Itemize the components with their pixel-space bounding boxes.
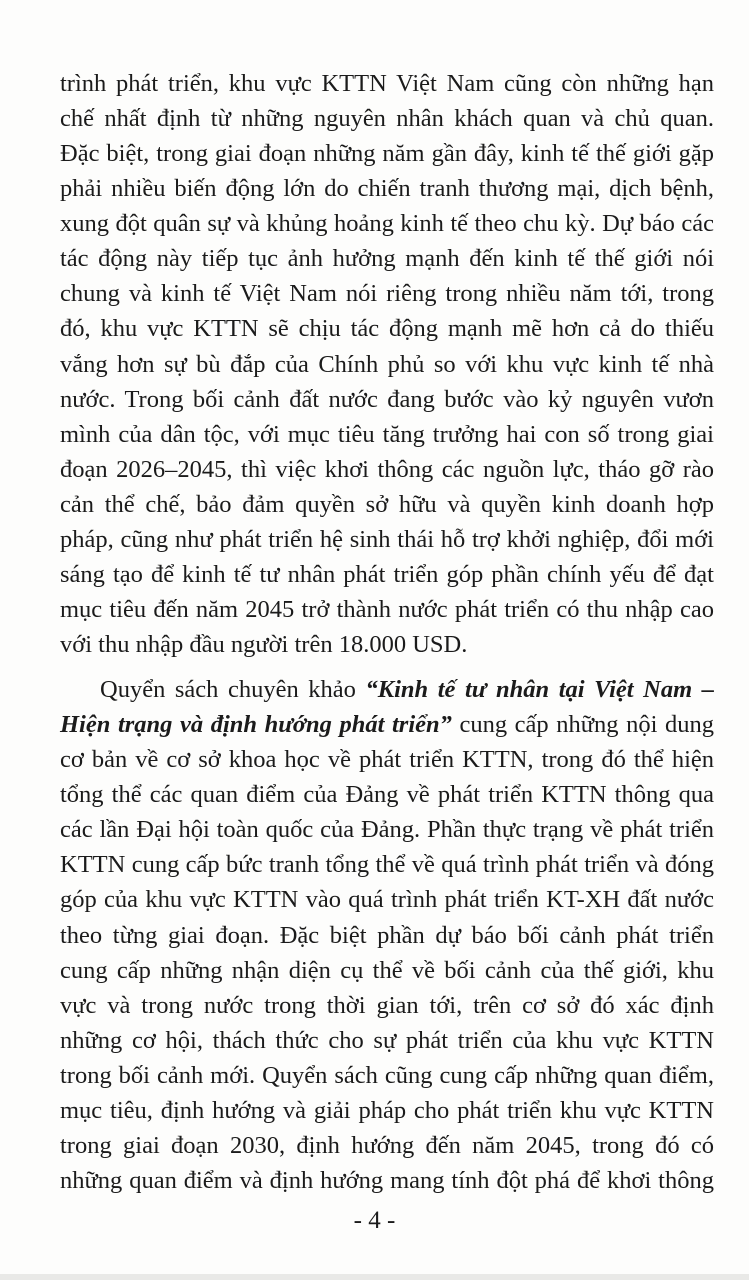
paragraph-2-line: các lần Đại hội toàn quốc của Đảng. Phần thực trạng về phát triển — [60, 816, 714, 844]
paragraph-2-line: tổng thể các quan điểm của Đảng về phát triển KTTN thông qua — [60, 781, 714, 809]
paragraph-1-line: phải nhiều biến động lớn do chiến tranh thương mại, dịch bệnh, — [60, 175, 714, 203]
paragraph-1-line: chế nhất định từ những nguyên nhân khách quan và chủ quan. — [60, 105, 714, 133]
paragraph-1-line: Đặc biệt, trong giai đoạn những năm gần đây, kinh tế thế giới gặp — [60, 140, 714, 168]
paragraph-1-line: sáng tạo để kinh tế tư nhân phát triển góp phần chính yếu để đạt — [60, 560, 714, 588]
paragraph-1-line: vắng hơn sự bù đắp của Chính phủ so với khu vực kinh tế nhà — [60, 350, 714, 378]
paragraph-2-line: cung cấp những nhận diện cụ thể về bối cảnh của thế giới, khu — [60, 956, 714, 984]
paragraph-1-line: tác động này tiếp tục ảnh hưởng mạnh đến kinh tế thế giới nói — [60, 245, 714, 273]
paragraph-1-line: với thu nhập đầu người trên 18.000 USD. — [60, 631, 468, 658]
paragraph-1-line: cản thể chế, bảo đảm quyền sở hữu và quyền kinh doanh hợp — [60, 490, 714, 518]
paragraph-1-line: đó, khu vực KTTN sẽ chịu tác động mạnh mẽ hơn cả do thiếu — [60, 315, 714, 343]
paragraph-2-line: theo từng giai đoạn. Đặc biệt phần dự báo bối cảnh phát triển — [60, 921, 714, 949]
page-bottom-edge — [0, 1274, 749, 1280]
book-title-part-1: “Kinh tế tư nhân tại Việt Nam – — [365, 676, 714, 704]
book-title-part-2: Hiện trạng và định hướng phát triển” — [60, 711, 452, 739]
paragraph-2-suffix: cung cấp những nội dung — [451, 711, 714, 739]
paragraph-2-line: những quan điểm và định hướng mang tính đột phá để khơi thông — [60, 1166, 714, 1194]
paragraph-1-line: nước. Trong bối cảnh đất nước đang bước vào kỷ nguyên vươn — [60, 385, 714, 413]
paragraph-2-second-line — [60, 707, 714, 742]
paragraph-2-first-line — [100, 672, 714, 707]
paragraph-2-line: mục tiêu, định hướng và giải pháp cho phát triển khu vực KTTN — [60, 1096, 714, 1124]
paragraph-1-line: mục tiêu đến năm 2045 trở thành nước phát triển có thu nhập cao — [60, 595, 714, 623]
paragraph-1-line: mình của dân tộc, với mục tiêu tăng trưởng hai con số trong giai — [60, 420, 714, 448]
paragraph-2-line: cơ bản về cơ sở khoa học về phát triển KTTN, trong đó thể hiện — [60, 746, 714, 774]
paragraph-1-line: chung và kinh tế Việt Nam nói riêng trong nhiều năm tới, trong — [60, 280, 714, 308]
paragraph-1-line: trình phát triển, khu vực KTTN Việt Nam cũng còn những hạn — [60, 70, 714, 97]
paragraph-2-prefix: Quyển sách chuyên khảo — [100, 676, 366, 704]
paragraph-2-line: trong bối cảnh mới. Quyển sách cũng cung cấp những quan điểm, — [60, 1061, 714, 1089]
paragraph-1-line: pháp, cũng như phát triển hệ sinh thái hỗ trợ khởi nghiệp, đổi mới — [60, 525, 714, 553]
paragraph-2-line: trong giai đoạn 2030, định hướng đến năm 2045, trong đó có — [60, 1131, 714, 1159]
paragraph-2-line: những cơ hội, thách thức cho sự phát triển của khu vực KTTN — [60, 1026, 714, 1054]
page-number: - 4 - — [353, 1207, 396, 1234]
paragraph-1-line: xung đột quân sự và khủng hoảng kinh tế theo chu kỳ. Dự báo các — [60, 210, 714, 238]
paragraph-2-line: vực và trong nước trong thời gian tới, trên cơ sở đó xác định — [60, 991, 714, 1019]
paragraph-1-line: đoạn 2026–2045, thì việc khơi thông các nguồn lực, tháo gỡ rào — [60, 455, 714, 483]
paragraph-2-line: góp của khu vực KTTN vào quá trình phát triển KT-XH đất nước — [60, 886, 714, 914]
paragraph-2-line: KTTN cung cấp bức tranh tổng thể về quá trình phát triển và đóng — [60, 851, 714, 879]
